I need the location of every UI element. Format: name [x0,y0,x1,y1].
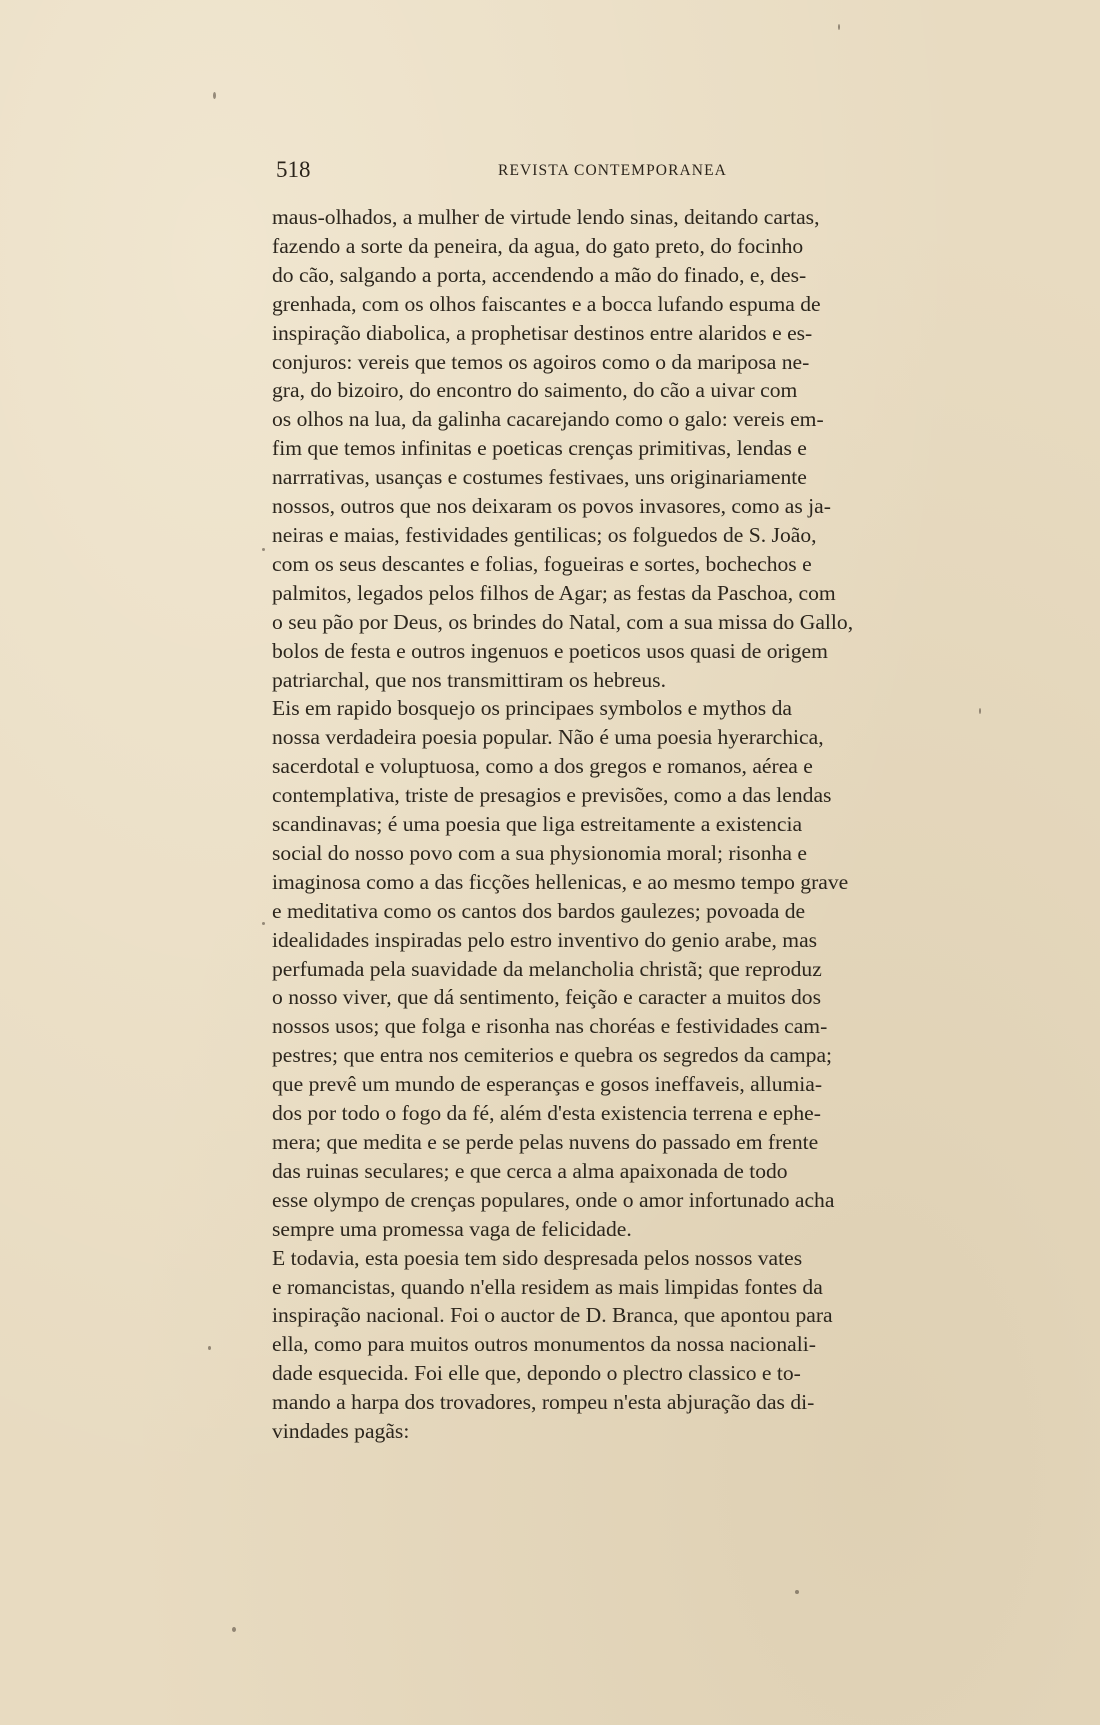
paper-speck [838,24,840,30]
paragraph-1: maus-olhados, a mulher de virtude lendo sinas, deitando cartas, fazendo a sorte da peneira, da agua, do gato preto, do focinho do cão, salgando a porta, accendendo a mão do finado, e, des- grenhada, com os olhos faiscantes e a bocca lufando espuma de inspiração diabolica, a prophetisar destinos entre alaridos e es- conjuros: vereis que temos os agoiros como o da mariposa ne- gra, do bizoiro, do encontro do saimento, do cão a uivar com os olhos na lua, da galinha cacarejando como o galo: vereis em- fim que temos infinitas e poeticas crenças primitivas, lendas e narrrativas, usanças e costumes festivaes, uns originariamente nossos, outros que nos deixaram os povos invasores, como as ja- neiras e maias, festividades gentilicas; os folguedos de S. João, com os seus descantes e folias, fogueiras e sortes, bochechos e palmitos, legados pelos filhos de Agar; as festas da Paschoa, com o seu pão por Deus, os brindes do Natal, com a sua missa do Gallo, bolos de festa e outros ingenuos e poeticos usos quasi de origem patriarchal, que nos transmittiram os hebreus. [272,205,854,692]
page-header [276,157,966,187]
paper-speck [208,1346,211,1350]
paper-speck [262,922,265,925]
paper-speck [232,1627,236,1632]
paper-speck [213,92,216,99]
body-text [272,203,968,1446]
paper-speck [979,708,981,714]
running-title: REVISTA CONTEMPORANEA [498,162,727,179]
paper-speck [262,548,265,551]
paper-speck [795,1590,799,1594]
paragraph-3: E todavia, esta poesia tem sido despresada pelos nossos vates e romancistas, quando n'ella residem as mais limpidas fontes da inspiração nacional. Foi o auctor de D. Branca, que apontou para ella, como para muitos outros monumentos da nossa nacionali- dade esquecida. Foi elle que, depondo o plectro classico e to- mando a harpa dos trovadores, rompeu n'esta abjuração das di- vindades pagãs: [272,1245,833,1444]
paragraph-2: Eis em rapido bosquejo os principaes symbolos e mythos da nossa verdadeira poesia popular. Não é uma poesia hyerarchica, sacerdotal e voluptuosa, como a dos gregos e romanos, aérea e contemplativa, triste de presagios e previsões, como a das lendas scandinavas; é uma poesia que liga estreitamente a existencia social do nosso povo com a sua physionomia moral; risonha e imaginosa como a das ficções hellenicas, e ao mesmo tempo grave e meditativa como os cantos dos bardos gaulezes; povoada de idealidades inspiradas pelo estro inventivo do genio arabe, mas perfumada pela suavidade da melancholia christã; que reproduz o nosso viver, que dá sentimento, feição e caracter a muitos dos nossos usos; que folga e risonha nas choréas e festividades cam- pestres; que entra nos cemiterios e quebra os segredos da campa; que prevê um mundo de esperanças e gosos ineffaveis, allumia- dos por todo o fogo da fé, além d'esta existencia terrena e ephe- mera; que medita e se perde pelas nuvens do passado em frente das ruinas seculares; e que cerca a alma apaixonada de todo esse olympo de crenças populares, onde o amor infortunado acha sempre uma promessa vaga de felicidade. [272,696,849,1241]
page-number: 518 [276,157,311,182]
